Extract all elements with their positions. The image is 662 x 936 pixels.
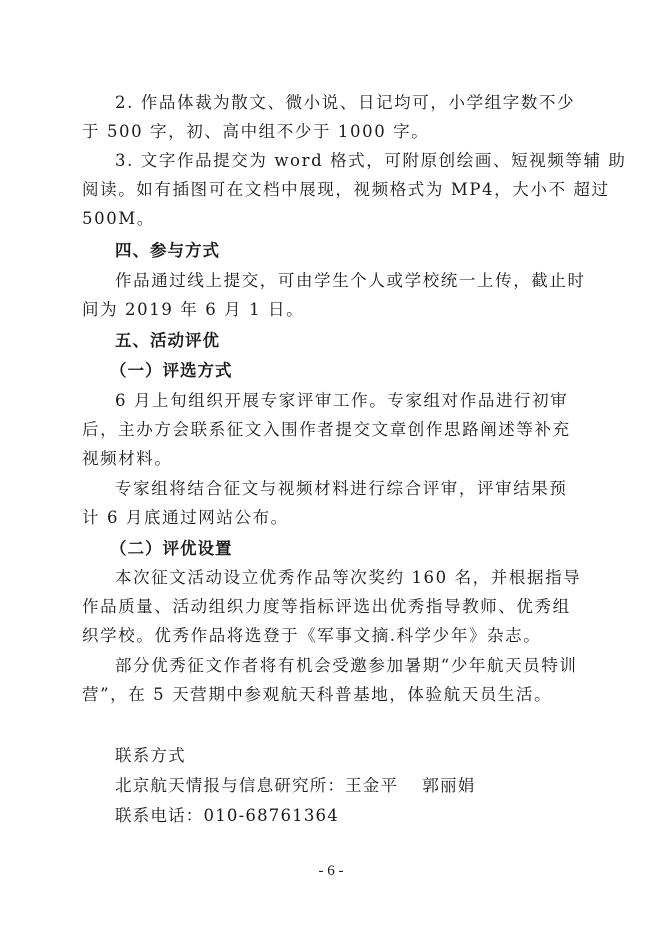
subsection-2-line-4: 部分优秀征文作者将有机会受邀参加暑期“少年航天员特训: [115, 656, 578, 675]
subsection-2-line-1: 本次征文活动设立优秀作品等次奖约 160 名，并根据指导: [115, 568, 582, 587]
item-2-line-1: 2. 作品体裁为散文、微小说、日记均可，小学组字数不少: [115, 93, 576, 112]
section-4-heading: 四、参与方式: [115, 241, 220, 260]
item-3-line-2: 阅读。如有插图可在文档中展现，视频格式为 MP4，大小不 超过: [82, 180, 610, 199]
section-5-heading: 五、活动评优: [115, 331, 220, 350]
contact-phone: 联系电话：010-68761364: [115, 806, 339, 825]
contact-institute: 北京航天情报与信息研究所：王金平 郭丽娟: [115, 776, 476, 795]
subsection-2-line-2: 作品质量、活动组织力度等指标评选出优秀指导教师、优秀组: [82, 597, 571, 616]
section-4-line-1: 作品通过线上提交，可由学生个人或学校统一上传，截止时: [115, 271, 586, 290]
subsection-2-line-5: 营”，在 5 天营期中参观航天科普基地，体验航天员生活。: [82, 685, 553, 704]
item-2-line-2: 于 500 字，初、高中组不少于 1000 字。: [82, 122, 430, 141]
subsection-1-line-3: 视频材料。: [82, 449, 173, 468]
subsection-2-line-3: 织学校。优秀作品将选登于《军事文摘.科学少年》杂志。: [82, 626, 542, 645]
subsection-1-line-5: 计 6 月底通过网站公布。: [82, 508, 289, 527]
page-number: - 6 -: [318, 863, 344, 879]
subsection-1-line-4: 专家组将结合征文与视频材料进行综合评审，评审结果预: [115, 479, 568, 498]
item-3-line-3: 500M。: [82, 209, 155, 228]
subsection-1-line-1: 6 月上旬组织开展专家评审工作。专家组对作品进行初审: [115, 391, 569, 410]
item-3-line-1: 3. 文字作品提交为 word 格式，可附原创绘画、短视频等辅 助: [115, 151, 627, 170]
section-4-line-2: 间为 2019 年 6 月 1 日。: [82, 300, 305, 319]
subsection-2-heading: （二）评优设置: [110, 539, 233, 558]
contact-title: 联系方式: [115, 746, 186, 765]
subsection-1-line-2: 后，主办方会联系征文入围作者提交文章创作思路阐述等补充: [82, 420, 571, 439]
subsection-1-heading: （一）评选方式: [110, 361, 233, 380]
